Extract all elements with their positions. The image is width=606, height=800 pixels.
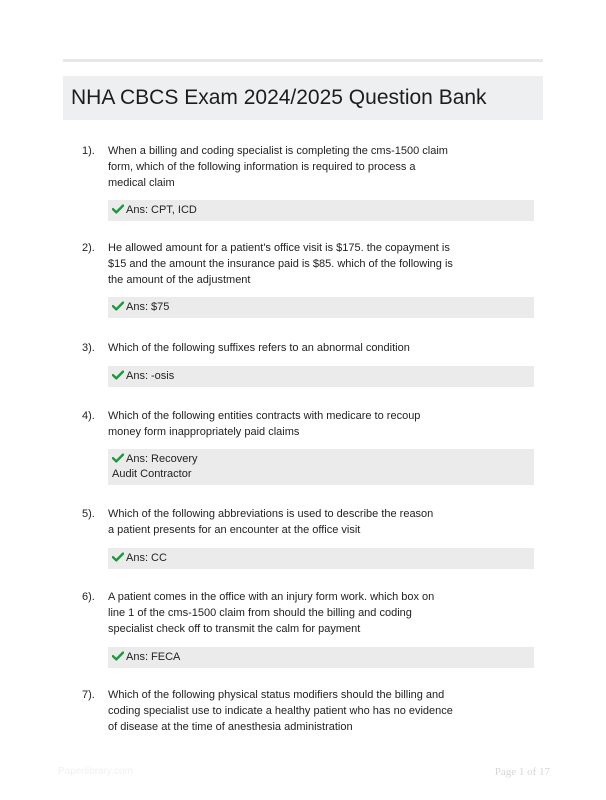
answer-text: -osis: [151, 370, 175, 382]
footer-site-watermark: Paperlibrary.com: [58, 766, 133, 777]
answer-text: FECA: [151, 651, 181, 663]
answer-label: Ans:: [126, 453, 149, 465]
answer-label: Ans:: [126, 552, 149, 564]
question-number: 6).: [82, 591, 95, 603]
question-text: Which of the following physical status modifiers should the billing and coding specialist use to indicate a healthy patient who has no evidence of disease at the time of anesthesia administration: [108, 689, 453, 733]
answer-text: Recovery Audit Contractor: [112, 453, 198, 480]
question-number: 1).: [82, 145, 95, 157]
top-divider: [63, 59, 543, 62]
page-indicator: Page 1 of 17: [494, 766, 550, 778]
answer-box: [108, 449, 534, 485]
answer-box: [108, 548, 534, 569]
question-text: Which of the following entities contracts with medicare to recoup money form inappropriately paid claims: [108, 410, 421, 438]
check-icon: [112, 204, 124, 214]
answer-box: [108, 647, 534, 668]
answer-label: Ans:: [126, 651, 149, 663]
title-bar: [63, 76, 543, 120]
page-title: NHA CBCS Exam 2024/2025 Question Bank: [71, 86, 487, 109]
check-icon: [112, 301, 124, 311]
question-number: 5).: [82, 508, 95, 520]
answer-label: Ans:: [126, 370, 149, 382]
answer-text: CC: [151, 552, 167, 564]
answer-label: Ans:: [126, 204, 149, 216]
answer-box: [108, 200, 534, 221]
answer-box: [108, 366, 534, 387]
question-number: 7).: [82, 689, 95, 701]
question-number: 4).: [82, 410, 95, 422]
check-icon: [112, 552, 124, 562]
question-text: He allowed amount for a patient's office visit is $175. the copayment is $15 and the amount the insurance paid is $85. which of the following is the amount of the adjustment: [108, 242, 453, 286]
answer-label: Ans:: [126, 301, 149, 313]
answer-box: [108, 297, 534, 318]
question-number: 2).: [82, 242, 95, 254]
question-number: 3).: [82, 342, 95, 354]
question-text: When a billing and coding specialist is completing the cms-1500 claim form, which of the following information is required to process a medical claim: [108, 145, 448, 189]
question-text: Which of the following suffixes refers to an abnormal condition: [108, 342, 410, 354]
check-icon: [112, 370, 124, 380]
answer-text: $75: [151, 301, 170, 313]
check-icon: [112, 651, 124, 661]
question-text: Which of the following abbreviations is used to describe the reason a patient presents for an encounter at the office visit: [108, 508, 434, 536]
check-icon: [112, 453, 124, 463]
question-text: A patient comes in the office with an injury form work. which box on line 1 of the cms-1500 claim from should the billing and coding specialist check off to transmit the calm for payment: [108, 591, 435, 635]
answer-text: CPT, ICD: [151, 204, 197, 216]
